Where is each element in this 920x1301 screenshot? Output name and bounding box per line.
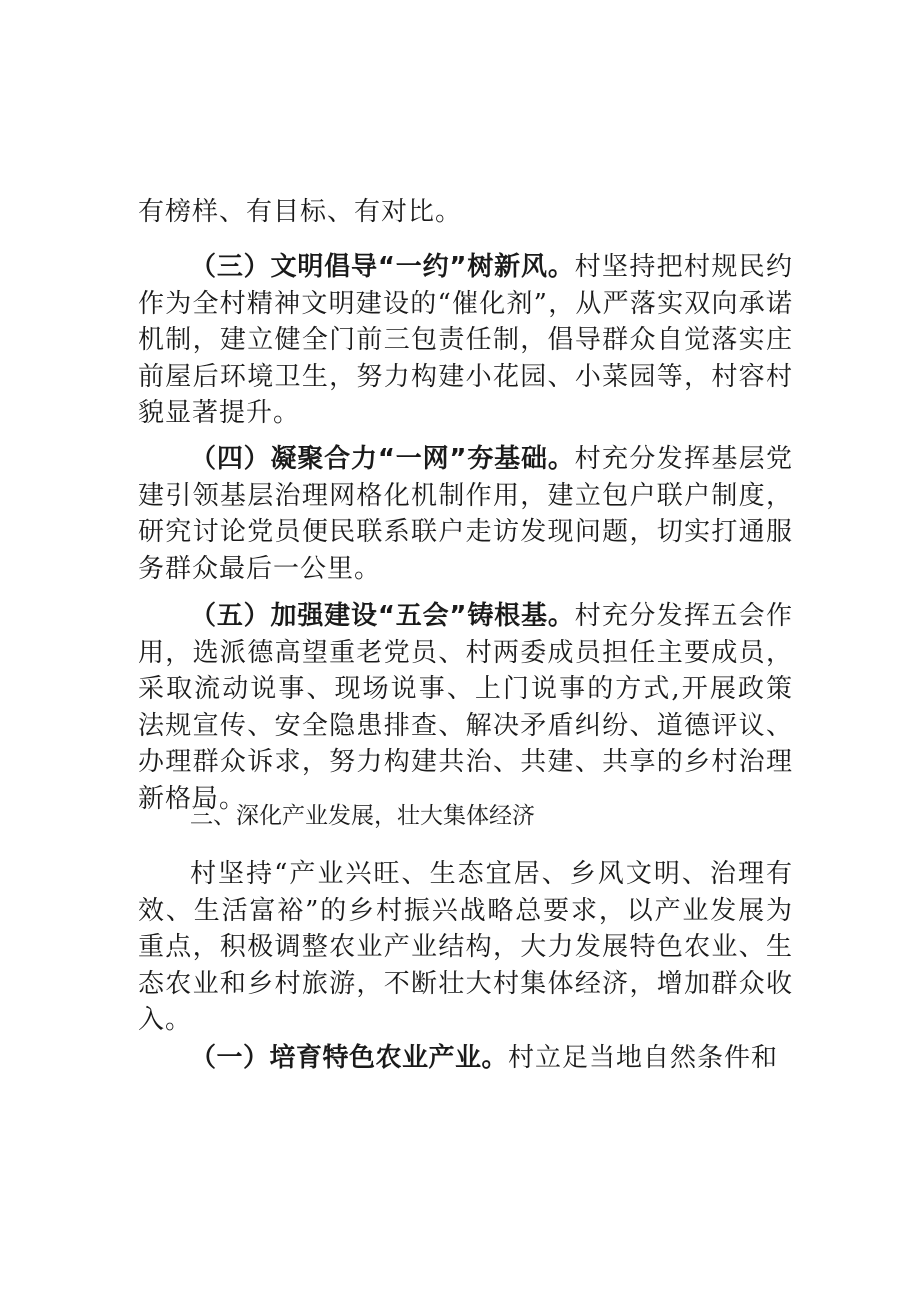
section-intro-paragraph — [138, 856, 793, 1039]
paragraph-cohesion — [138, 441, 793, 587]
paragraph-civilization — [138, 249, 793, 432]
paragraph-lead: （四）凝聚合力“一网”夯基础。 — [190, 444, 575, 474]
paragraph-text: 有榜样、有目标、有对比。 — [138, 197, 463, 227]
paragraph-lead: （三）文明倡导“一约”树新风。 — [190, 252, 575, 282]
section-heading: 三、深化产业发展，壮大集体经济 — [190, 803, 535, 829]
paragraph-construction — [138, 598, 793, 817]
paragraph-lead: （一）培育特色农业产业。 — [190, 1043, 509, 1073]
paragraph-text: 村立足当地自然条件和 — [508, 1043, 779, 1073]
paragraph-text: 村坚持把村规民约作为全村精神文明建设的“催化剂”，从严落实双向承诺机制，建立健全门前三包责任制，倡导群众自觉落实庄前屋后环境卫生，努力构建小花园、小菜园等，村容村貌显著提升。 — [138, 252, 793, 428]
paragraph-text: 村充分发挥基层党建引领基层治理网格化机制作用，建立包户联户制度，研究讨论党员便民联系联户走访发现问题，切实打通服务群众最后一公里。 — [138, 444, 793, 584]
paragraph-specialty-agriculture — [138, 1040, 793, 1077]
paragraph-text: 村充分发挥五会作用，选派德高望重老党员、村两委成员担任主要成员，采取流动说事、现场说事、上门说事的方式,开展政策法规宣传、安全隐患排查、解决矛盾纠纷、道德评议、办理群众诉求，努力构建共治、共建、共享的乡村治理新格局。 — [138, 601, 793, 814]
paragraph-lead: （五）加强建设“五会”铸根基。 — [190, 601, 575, 631]
paragraph-text: 村坚持“产业兴旺、生态宜居、乡风文明、治理有效、生活富裕”的乡村振兴战略总要求，以产业发展为重点，积极调整农业产业结构，大力发展特色农业、生态农业和乡村旅游，不断壮大村集体经济，增加群众收入。 — [138, 859, 793, 1035]
paragraph-continuation — [138, 194, 793, 231]
